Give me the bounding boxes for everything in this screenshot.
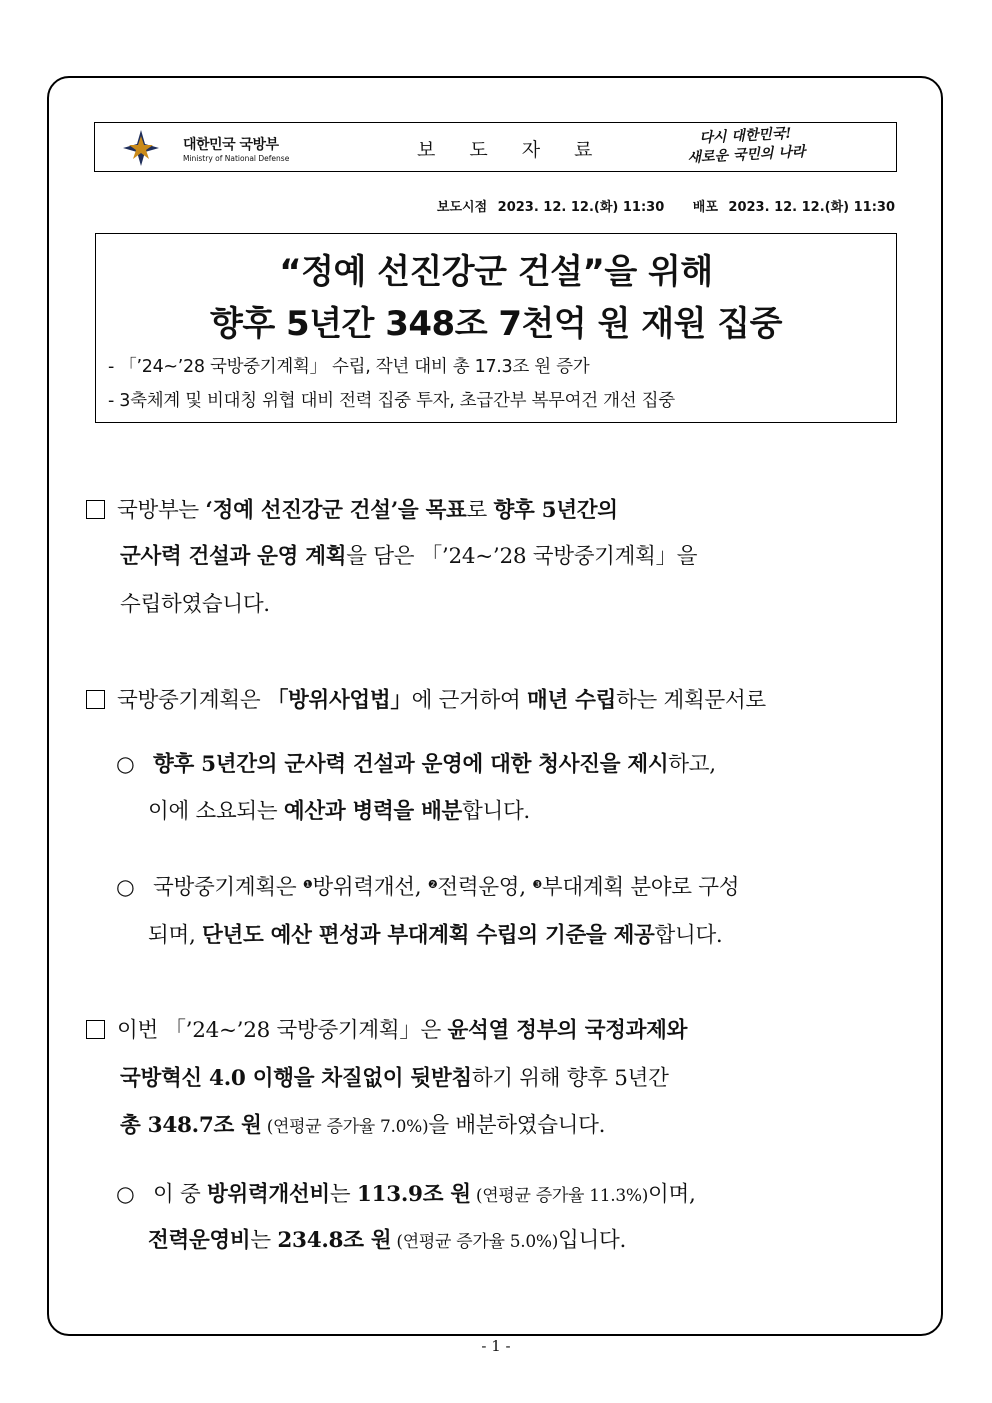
paragraph-2-line-1 xyxy=(86,683,766,714)
text: 입니다. xyxy=(558,1228,626,1253)
text-bold: 방위력개선비 xyxy=(207,1182,330,1207)
text: 하고, xyxy=(668,752,716,777)
slogan-line-1: 다시 대한민국! xyxy=(699,125,792,147)
bullet-circle-icon: ○ xyxy=(116,1182,135,1207)
text: 로 xyxy=(466,498,494,523)
ministry-emblem-icon xyxy=(121,128,161,168)
release-info xyxy=(431,196,895,215)
text-small: (연평균 증가율 7.0%) xyxy=(261,1117,429,1137)
text: 국방중기계획은 xyxy=(153,875,303,900)
text: 합니다. xyxy=(462,799,530,824)
text: 합니다. xyxy=(654,923,723,948)
subheading-2: - 3축체계 및 비대칭 위협 대비 전력 집중 투자, 초급간부 복무여건 개선 집중 xyxy=(108,391,675,411)
distribution-label: 배포 xyxy=(692,200,718,215)
text-bold: 윤석열 정부의 국정과제와 xyxy=(447,1018,688,1043)
text: 이 중 xyxy=(153,1182,208,1207)
text: 전력운영, xyxy=(437,875,533,900)
text: 국방부는 xyxy=(117,498,206,523)
text: 을 배분하였습니다. xyxy=(428,1113,606,1138)
checkbox-square-icon xyxy=(86,1020,105,1039)
text-bold: 전력운영비 xyxy=(148,1228,251,1253)
text-bold: 예산과 병력을 배분 xyxy=(283,799,463,824)
text: 는 xyxy=(250,1228,278,1253)
text-small: (연평균 증가율 5.0%) xyxy=(391,1232,559,1252)
headline-line-1: “정예 선진강군 건설”을 위해 xyxy=(279,252,713,292)
text-bold: 234.8조 원 xyxy=(277,1228,392,1253)
text-bold: 향후 5년간의 군사력 건설과 운영에 대한 청사진을 제시 xyxy=(153,752,669,777)
page-number: - 1 - xyxy=(481,1337,511,1355)
checkbox-square-icon xyxy=(86,500,105,519)
text-bold: 단년도 예산 편성과 부대계획 수립의 기준을 제공 xyxy=(202,923,655,948)
text-bold: 국방혁신 4.0 이행을 차질없이 뒷받침 xyxy=(120,1066,472,1091)
paragraph-3-line-2 xyxy=(120,1061,669,1092)
text: 부대계획 분야로 구성 xyxy=(541,875,740,900)
text: 방위력개선, xyxy=(312,875,428,900)
text: 는 xyxy=(329,1182,357,1207)
text: 이번 「’24~’28 국방중기계획」은 xyxy=(117,1018,448,1043)
text-small: (연평균 증가율 11.3%) xyxy=(470,1186,649,1206)
text-bold: 113.9조 원 xyxy=(356,1182,471,1207)
text: 을 담은 「’24~’28 국방중기계획」을 xyxy=(346,544,698,569)
text-bold: 군사력 건설과 운영 계획 xyxy=(120,544,347,569)
paragraph-1-line-2 xyxy=(120,539,697,570)
text: 국방중기계획은 xyxy=(117,688,267,713)
bullet-2-1-line-1 xyxy=(116,747,716,778)
number-1-icon: ❶ xyxy=(302,878,313,891)
paragraph-1-line-1 xyxy=(86,493,618,524)
text: 에 근거하여 xyxy=(411,688,527,713)
bullet-2-2-line-2 xyxy=(148,918,722,949)
report-time-label: 보도시점 xyxy=(436,200,488,215)
checkbox-square-icon xyxy=(86,690,105,709)
subheading-1: - 「’24~’28 국방중기계획」 수립, 작년 대비 총 17.3조 원 증가 xyxy=(108,357,590,377)
headline-line-2: 향후 5년간 348조 7천억 원 재원 집중 xyxy=(210,304,782,344)
bullet-circle-icon: ○ xyxy=(116,875,135,900)
text-bold: 향후 5년간의 xyxy=(493,498,618,523)
org-name-english: Ministry of National Defense xyxy=(183,154,290,163)
text-bold: 매년 수립 xyxy=(527,688,617,713)
report-time: 2023. 12. 12.(화) 11:30 xyxy=(497,200,665,215)
text: 이에 소요되는 xyxy=(148,799,284,824)
slogan-line-2: 새로운 국민의 나라 xyxy=(687,143,806,167)
bullet-circle-icon: ○ xyxy=(116,752,135,777)
bullet-3-1-line-1 xyxy=(116,1177,696,1208)
number-3-icon: ❸ xyxy=(532,878,542,891)
text: 하는 계획문서로 xyxy=(616,688,766,713)
text: 하기 위해 향후 5년간 xyxy=(471,1066,669,1091)
distribution-time: 2023. 12. 12.(화) 11:30 xyxy=(728,200,895,215)
document-type: 보 도 자 료 xyxy=(417,139,607,161)
slogan xyxy=(655,122,837,169)
paragraph-3-line-1 xyxy=(86,1013,687,1044)
bullet-3-1-line-2 xyxy=(148,1223,626,1254)
text: 이며, xyxy=(648,1182,696,1207)
bullet-2-2-line-1 xyxy=(116,870,739,901)
headline-box xyxy=(95,233,897,423)
press-header xyxy=(94,122,897,172)
text-bold: ‘정예 선진강군 건설’을 목표 xyxy=(205,498,467,523)
paragraph-1-line-3: 수립하였습니다. xyxy=(120,592,270,617)
text-bold: 「방위사업법」 xyxy=(266,688,412,713)
bullet-2-1-line-2 xyxy=(148,794,530,825)
number-2-icon: ❷ xyxy=(427,878,438,891)
org-name-korean: 대한민국 국방부 xyxy=(183,137,279,153)
text: 되며, xyxy=(148,923,203,948)
paragraph-3-line-3 xyxy=(120,1108,605,1139)
text-bold: 총 348.7조 원 xyxy=(120,1113,262,1138)
